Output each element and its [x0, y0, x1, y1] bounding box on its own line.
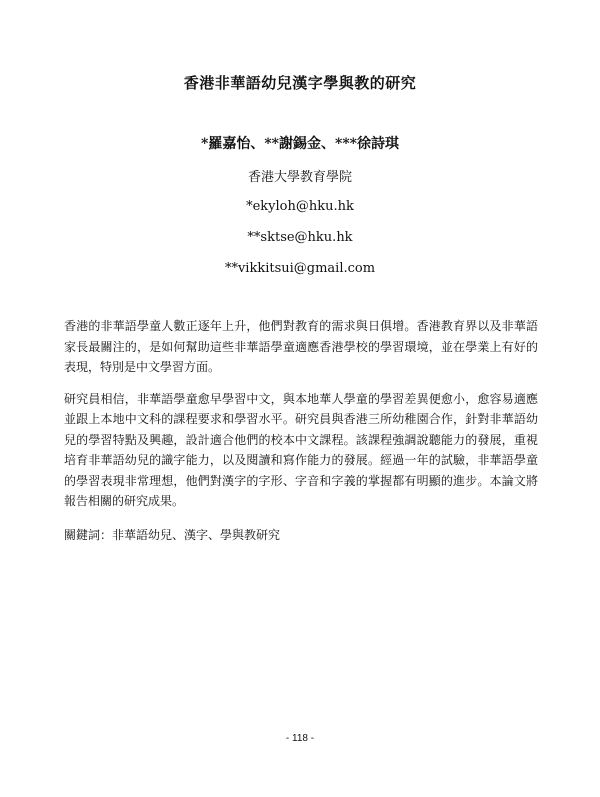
keywords: 關鍵詞：非華語幼兒、漢字、學與教研究	[64, 528, 281, 542]
paper-affiliation: 香港大學教育學院	[247, 170, 352, 185]
paper-authors: *羅嘉怡、**謝錫金、***徐詩琪	[201, 136, 399, 152]
abstract-paragraph-2: 研究員相信，非華語學童愈早學習中文，與本地華人學童的學習差異便愈小，愈容易適應並跟上本地中文科的課程要求和學習水平。研究員與香港三所幼稚園合作，針對非華語幼兒的學習特點及興趣，設計適合他們的校本中文課程。該課程強調說聽能力的發展，重視培育非華語幼兒的識字能力，以及閱讀和寫作能力的發展。經過一年的試驗，非華語學童的學習表現非常理想，他們對漢字的字形、字音和字義的掌握都有明顯的進步。本論文將報告相關的研究成果。	[64, 391, 538, 508]
author-email-3: **vikkitsui@gmail.com	[224, 261, 376, 276]
author-email-2: **sktse@hku.hk	[247, 230, 353, 245]
abstract	[64, 316, 538, 523]
page-number: - 118 -	[285, 733, 315, 744]
author-email-1: *ekyloh@hku.hk	[246, 199, 354, 214]
paper-title: 香港非華語幼兒漢字學與教的研究	[183, 74, 417, 92]
abstract-paragraph-1: 香港的非華語學童人數正逐年上升，他們對教育的需求與日俱增。香港教育界以及非華語家長最關注的，是如何幫助這些非華語學童適應香港學校的學習環境，並在學業上有好的表現，特別是中文學習方面。	[64, 319, 538, 374]
